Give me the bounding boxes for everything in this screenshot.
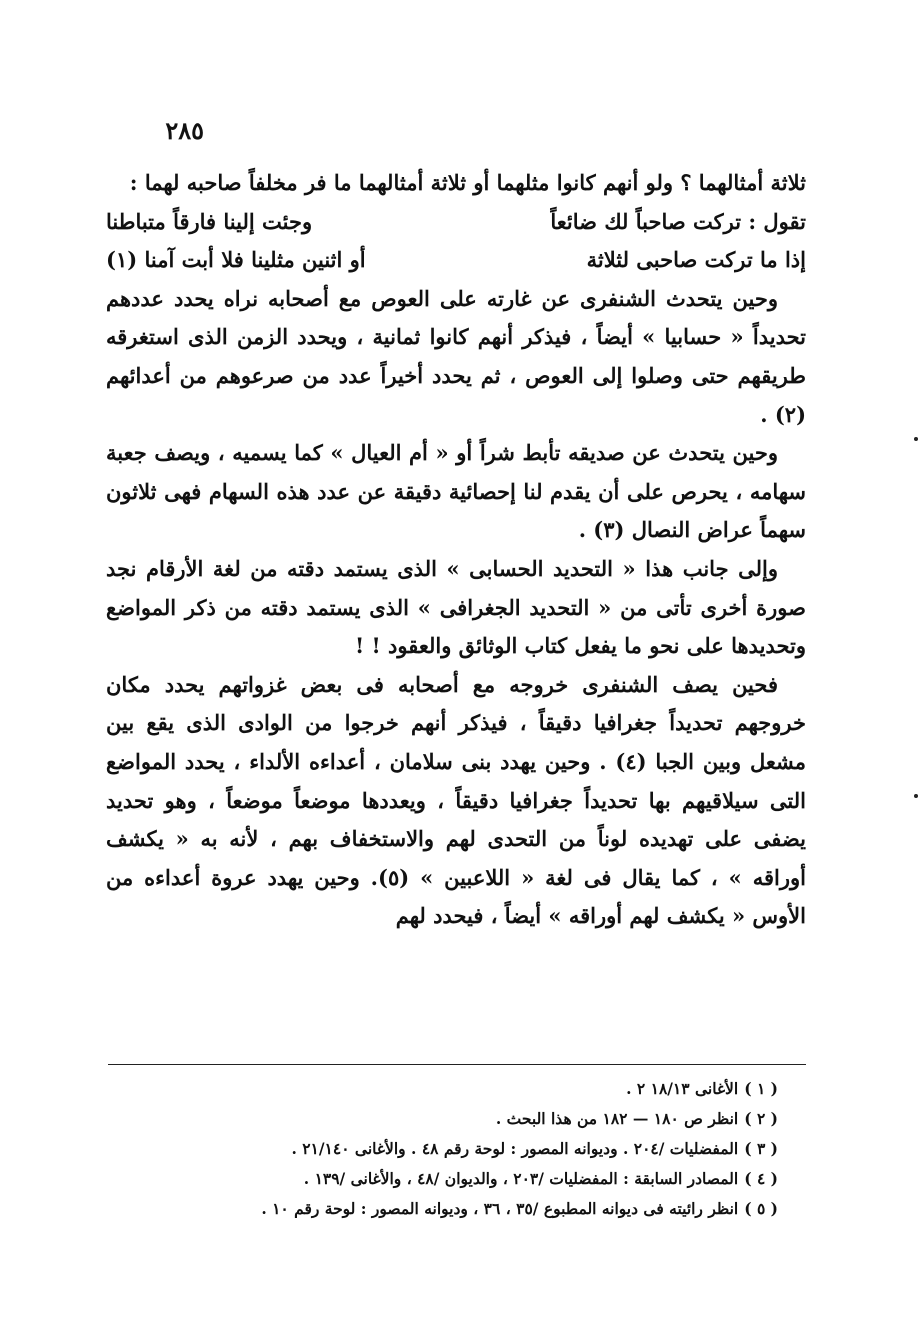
paragraph-4: وإلى جانب هذا « التحديد الحسابى » الذى يستمد دقته من لغة الأرقام نجد صورة أخرى تأتى من « التحديد الجغرافى » الذى يستمد دقته من ذكر المواضع وتحديدها على نحو ما يفعل كتاب الوثائق والعقود ! !: [106, 555, 806, 659]
paragraph-5: فحين يصف الشنفرى خروجه مع أصحابه فى بعض غزواتهم يحدد مكان خروجهم تحديداً جغرافيا دقيقاً ، فيذكر أنهم خرجوا من الوادى الذى يقع بين مشعل وبين الجبا (٤) . وحين يهدد بنى سلامان ، أعداءه الألداء ، يحدد المواضع التى سيلاقيهم بها تحديداً جغرافيا دقيقاً ، ويعددها موضعاً موضعاً ، وهو تحديد يضفى على تهديده لوناً من التحدى لهم والاستخفاف بهم ، لأنه به « يكشف أوراقه » ، كما يقال فى لغة « اللاعبين » (٥). وحين يهدد عروة أعداءه من الأوس « يكشف لهم أوراقه » أيضاً ، فيحدد لهم: [106, 671, 806, 929]
footnote-number: ( ٣ ): [744, 1139, 778, 1158]
page-number: ٢٨٥: [165, 116, 204, 145]
footnote-text: المفضليات /٢٠٤ . وديوانه المصور : لوحة رقم ٤٨ . والأغانى ٢١/١٤٠ .: [291, 1139, 739, 1158]
verse-line-2: [106, 241, 806, 280]
footnotes: [138, 1074, 778, 1224]
footnote-text: المصادر السابقة : المفضليات /٢٠٣ ، والديوان /٤٨ ، والأغانى /١٣٩ .: [303, 1169, 739, 1188]
footnote-2: [138, 1104, 778, 1134]
footnote-4: [138, 1164, 778, 1194]
paragraph-1: ثلاثة أمثالهما ؟ ولو أنهم كانوا مثلهما أو ثلاثة أمثالهما ما فر مخلفاً صاحبه لهما :: [129, 170, 806, 195]
scan-margin-mark: [914, 794, 918, 798]
verse-2-second-hemistich: أو اثنين مثلينا فلا أبت آمنا (١): [106, 247, 366, 273]
footnote-text: انظر رائيته فى ديوانه المطبوع /٣٥ ، ٣٦ ، وديوانه المصور : لوحة رقم ١٠ .: [261, 1199, 739, 1218]
footnote-3: [138, 1134, 778, 1164]
footnote-number: ( ٤ ): [744, 1169, 778, 1188]
scan-margin-mark: [914, 437, 918, 441]
footnote-5: [138, 1194, 778, 1224]
verse-1-first-hemistich: تقول : تركت صاحباً لك ضائعاً: [550, 208, 806, 234]
verse-line-1: [106, 203, 806, 242]
footnote-text: انظر ص ١٨٠ — ١٨٢ من هذا البحث .: [495, 1109, 739, 1128]
footnote-1: [138, 1074, 778, 1104]
footnote-number: ( ٢ ): [744, 1109, 778, 1128]
footnote-divider: [108, 1064, 806, 1065]
footnote-number: ( ١ ): [744, 1079, 778, 1098]
footnote-number: ( ٥ ): [744, 1199, 778, 1218]
paragraph-2: وحين يتحدث الشنفرى عن غارته على العوص مع أصحابه نراه يحدد عددهم تحديداً « حسابيا » أيضاً ، فيذكر أنهم كانوا ثمانية ، ويحدد الزمن الذى استغرقه طريقهم حتى وصلوا إلى العوص ، ثم يحدد أخيراً عدد من صرعوهم من أعدائهم (٢) .: [106, 285, 806, 427]
body-text: [106, 164, 806, 936]
paragraph-3: وحين يتحدث عن صديقه تأبط شراً أو « أم العيال » كما يسميه ، ويصف جعبة سهامه ، يحرص على أن يقدم لنا إحصائية دقيقة عن عدد هذه السهام فهى ثلاثون سهماً عراض النصال (٣) .: [106, 440, 806, 543]
verse-2-first-hemistich: إذا ما تركت صاحبى لثلاثة: [586, 247, 806, 273]
verse-1-second-hemistich: وجئت إلينا فارقاً متباطنا: [106, 208, 313, 234]
footnote-text: الأغانى ١٨/١٣ ٢ .: [626, 1079, 739, 1098]
